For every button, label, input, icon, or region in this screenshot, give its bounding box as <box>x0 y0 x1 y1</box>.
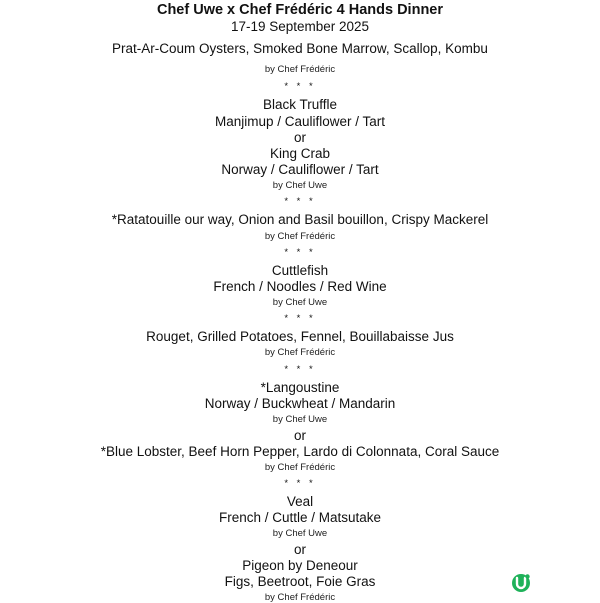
course-or: or <box>293 542 306 557</box>
course-chef: by Chef Frédéric <box>264 347 336 358</box>
course-description: French / Noodles / Red Wine <box>213 279 387 294</box>
course-dish: *Ratatouille our way, Onion and Basil bouillon, Crispy Mackerel <box>111 212 489 227</box>
course-or: or <box>293 428 306 443</box>
course-separator: * * * <box>284 247 316 258</box>
course-chef: by Chef Frédéric <box>264 64 336 75</box>
course-dish: Black Truffle <box>262 97 338 112</box>
course-description: Figs, Beetroot, Foie Gras <box>224 574 376 589</box>
course-separator: * * * <box>284 313 316 324</box>
course-chef: by Chef Uwe <box>272 414 328 425</box>
course-dish: Pigeon by Deneour <box>242 558 358 573</box>
course-description: Manjimup / Cauliflower / Tart <box>214 114 386 129</box>
course-dish: Rouget, Grilled Potatoes, Fennel, Bouillabaisse Jus <box>146 329 454 344</box>
course-chef: by Chef Uwe <box>272 180 328 191</box>
course-chef: by Chef Frédéric <box>264 231 336 242</box>
course-chef: by Chef Frédéric <box>264 462 336 473</box>
course-dish: *Blue Lobster, Beef Horn Pepper, Lardo di Colonnata, Coral Sauce <box>100 444 500 459</box>
course-dish: Prat-Ar-Coum Oysters, Smoked Bone Marrow, Scallop, Kombu <box>112 41 488 56</box>
menu-title: Chef Uwe x Chef Frédéric 4 Hands Dinner <box>156 2 444 18</box>
course-separator: * * * <box>284 196 316 207</box>
course-chef: by Chef Uwe <box>272 297 328 308</box>
menu-dates: 17-19 September 2025 <box>230 19 370 34</box>
course-dish: King Crab <box>269 146 331 161</box>
course-description: Norway / Cauliflower / Tart <box>221 162 379 177</box>
course-separator: * * * <box>284 81 316 92</box>
brand-logo-icon <box>511 573 531 593</box>
course-separator: * * * <box>284 478 316 489</box>
course-dish: Veal <box>286 494 314 509</box>
course-chef: by Chef Frédéric <box>264 592 336 603</box>
course-dish: *Langoustine <box>260 380 340 395</box>
course-description: French / Cuttle / Matsutake <box>218 510 382 525</box>
course-dish: Cuttlefish <box>271 263 329 278</box>
course-description: Norway / Buckwheat / Mandarin <box>204 396 396 411</box>
course-chef: by Chef Uwe <box>272 528 328 539</box>
course-or: or <box>293 130 306 145</box>
course-separator: * * * <box>284 364 316 375</box>
